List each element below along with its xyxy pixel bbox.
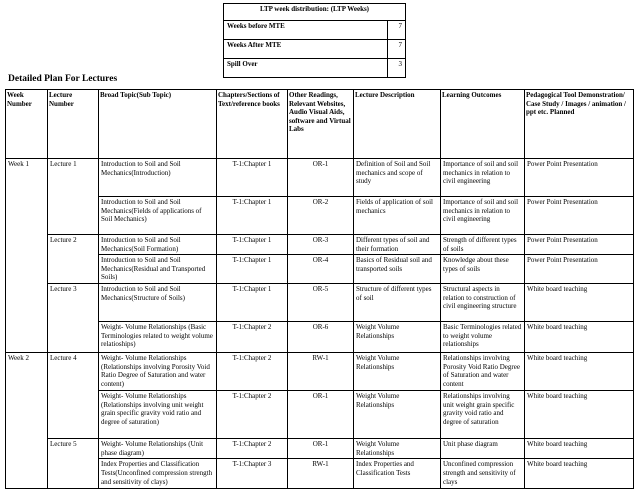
plan-title: Detailed Plan For Lectures [8, 74, 118, 84]
outcome-cell: Unconfined compression strength and sensitivity of clays [441, 459, 525, 489]
tool-cell: Power Point Presentation [525, 197, 634, 235]
table-row [6, 353, 634, 391]
reading-cell: OR-6 [288, 322, 354, 353]
reading-cell: OR-5 [288, 284, 354, 322]
reading-cell: OR-2 [288, 197, 354, 235]
ltp-distribution-table [223, 3, 406, 78]
reading-cell: OR-4 [288, 255, 354, 284]
ltp-value: 7 [387, 40, 405, 59]
description-cell: Structure of different types of soil [354, 284, 441, 322]
topic-cell: Index Properties and Classification Tests(Unconfined compression strength and sensitivity of clays) [99, 459, 217, 489]
table-row [6, 459, 634, 489]
table-row [6, 235, 634, 255]
week-cell: Week 2 [6, 353, 48, 489]
topic-cell: Introduction to Soil and Soil Mechanics(Structure of Soils) [99, 284, 217, 322]
topic-cell: Introduction to Soil and Soil Mechanics(Soil Formation) [99, 235, 217, 255]
ltp-row [224, 59, 406, 78]
outcome-cell: Basic Terminologies related to weight volume relationships [441, 322, 525, 353]
outcome-cell: Relationships involving Porosity Void Ratio Degree of Saturation and water content [441, 353, 525, 391]
description-cell: Weight Volume Relationships [354, 439, 441, 459]
description-cell: Basics of Residual soil and transported soils [354, 255, 441, 284]
table-row [6, 159, 634, 197]
tool-cell: Power Point Presentation [525, 255, 634, 284]
tool-cell: Power Point Presentation [525, 159, 634, 197]
chapter-cell: T-1:Chapter 2 [217, 322, 288, 353]
chapter-cell: T-1:Chapter 1 [217, 255, 288, 284]
outcome-cell: Structural aspects in relation to construction of civil engineering structure [441, 284, 525, 322]
chapter-cell: T-1:Chapter 2 [217, 353, 288, 391]
reading-cell: RW-1 [288, 353, 354, 391]
header-week-number: Week Number [6, 90, 48, 159]
table-row [6, 439, 634, 459]
chapter-cell: T-1:Chapter 2 [217, 439, 288, 459]
header-learning-outcomes: Learning Outcomes [441, 90, 525, 159]
lecture-cell: Lecture 2 [48, 235, 99, 284]
outcome-cell: Unit phase diagram [441, 439, 525, 459]
lecture-cell: Lecture 1 [48, 159, 99, 235]
topic-cell: Weight- Volume Relationships (Unit phase diagram) [99, 439, 217, 459]
ltp-row [224, 40, 406, 59]
chapter-cell: T-1:Chapter 1 [217, 159, 288, 197]
table-row [6, 284, 634, 322]
outcome-cell: Knowledge about these types of soils [441, 255, 525, 284]
tool-cell: White board teaching [525, 353, 634, 391]
tool-cell: White board teaching [525, 391, 634, 439]
description-cell: Definition of Soil and Soil mechanics and scope of study [354, 159, 441, 197]
description-cell: Different types of soil and their formation [354, 235, 441, 255]
header-row [6, 90, 634, 159]
table-row [6, 255, 634, 284]
lecture-cell: Lecture 5 [48, 439, 99, 489]
tool-cell: White board teaching [525, 439, 634, 459]
chapter-cell: T-1:Chapter 3 [217, 459, 288, 489]
tool-cell: White board teaching [525, 284, 634, 322]
ltp-label: Weeks before MTE [224, 21, 388, 40]
outcome-cell: Relationships involving unit weight grain specific gravity void ratio and degree of saturation [441, 391, 525, 439]
outcome-cell: Strength of different types of soils [441, 235, 525, 255]
reading-cell: RW-1 [288, 459, 354, 489]
table-row [6, 322, 634, 353]
header-lecture-number: Lecture Number [48, 90, 99, 159]
outcome-cell: Importance of soil and soil mechanics in relation to civil engineering [441, 159, 525, 197]
chapter-cell: T-1:Chapter 1 [217, 284, 288, 322]
lecture-cell: Lecture 4 [48, 353, 99, 439]
ltp-value: 3 [387, 59, 405, 78]
header-other-readings: Other Readings, Relevant Websites, Audio Visual Aids, software and Virtual Labs [288, 90, 354, 159]
description-cell: Weight Volume Relationships [354, 322, 441, 353]
chapter-cell: T-1:Chapter 2 [217, 391, 288, 439]
header-chapters: Chapters/Sections of Text/reference books [217, 90, 288, 159]
ltp-title: LTP week distribution: (LTP Weeks) [224, 4, 406, 21]
ltp-label: Spill Over [224, 59, 388, 78]
header-broad-topic: Broad Topic(Sub Topic) [99, 90, 217, 159]
tool-cell: Power Point Presentation [525, 235, 634, 255]
tool-cell: White board teaching [525, 322, 634, 353]
topic-cell: Introduction to Soil and Soil Mechanics(Introduction) [99, 159, 217, 197]
description-cell: Fields of application of soil mechanics [354, 197, 441, 235]
lecture-cell: Lecture 3 [48, 284, 99, 353]
reading-cell: OR-1 [288, 159, 354, 197]
topic-cell: Weight- Volume Relationships (Basic Terminologies related to weight volume relatioships) [99, 322, 217, 353]
description-cell: Index Properties and Classification Tests [354, 459, 441, 489]
table-row [6, 391, 634, 439]
description-cell: Weight Volume Relationships [354, 391, 441, 439]
topic-cell: Introduction to Soil and Soil Mechanics(Fields of applications of Soil Mechanics) [99, 197, 217, 235]
chapter-cell: T-1:Chapter 1 [217, 197, 288, 235]
chapter-cell: T-1:Chapter 1 [217, 235, 288, 255]
tool-cell: White board teaching [525, 459, 634, 489]
reading-cell: OR-1 [288, 391, 354, 439]
lecture-plan-table [5, 89, 634, 489]
ltp-value: 7 [387, 21, 405, 40]
description-cell: Weight Volume Relationships [354, 353, 441, 391]
ltp-row [224, 21, 406, 40]
outcome-cell: Importance of soil and soil mechanics in relation to civil engineering [441, 197, 525, 235]
reading-cell: OR-3 [288, 235, 354, 255]
reading-cell: OR-1 [288, 439, 354, 459]
topic-cell: Introduction to Soil and Soil Mechanics(Residual and Transported Soils) [99, 255, 217, 284]
week-cell: Week 1 [6, 159, 48, 353]
table-row [6, 197, 634, 235]
header-pedagogical-tool: Pedagogical Tool Demonstration/ Case Study / Images / animation / ppt etc. Planned [525, 90, 634, 159]
topic-cell: Weight- Volume Relationships (Relationships involving unit weight grain specific gravity void ratio and degree of saturation) [99, 391, 217, 439]
topic-cell: Weight- Volume Relationships (Relationships involving Porosity Void Ratio Degree of Saturation and water content) [99, 353, 217, 391]
ltp-label: Weeks After MTE [224, 40, 388, 59]
header-lecture-description: Lecture Description [354, 90, 441, 159]
